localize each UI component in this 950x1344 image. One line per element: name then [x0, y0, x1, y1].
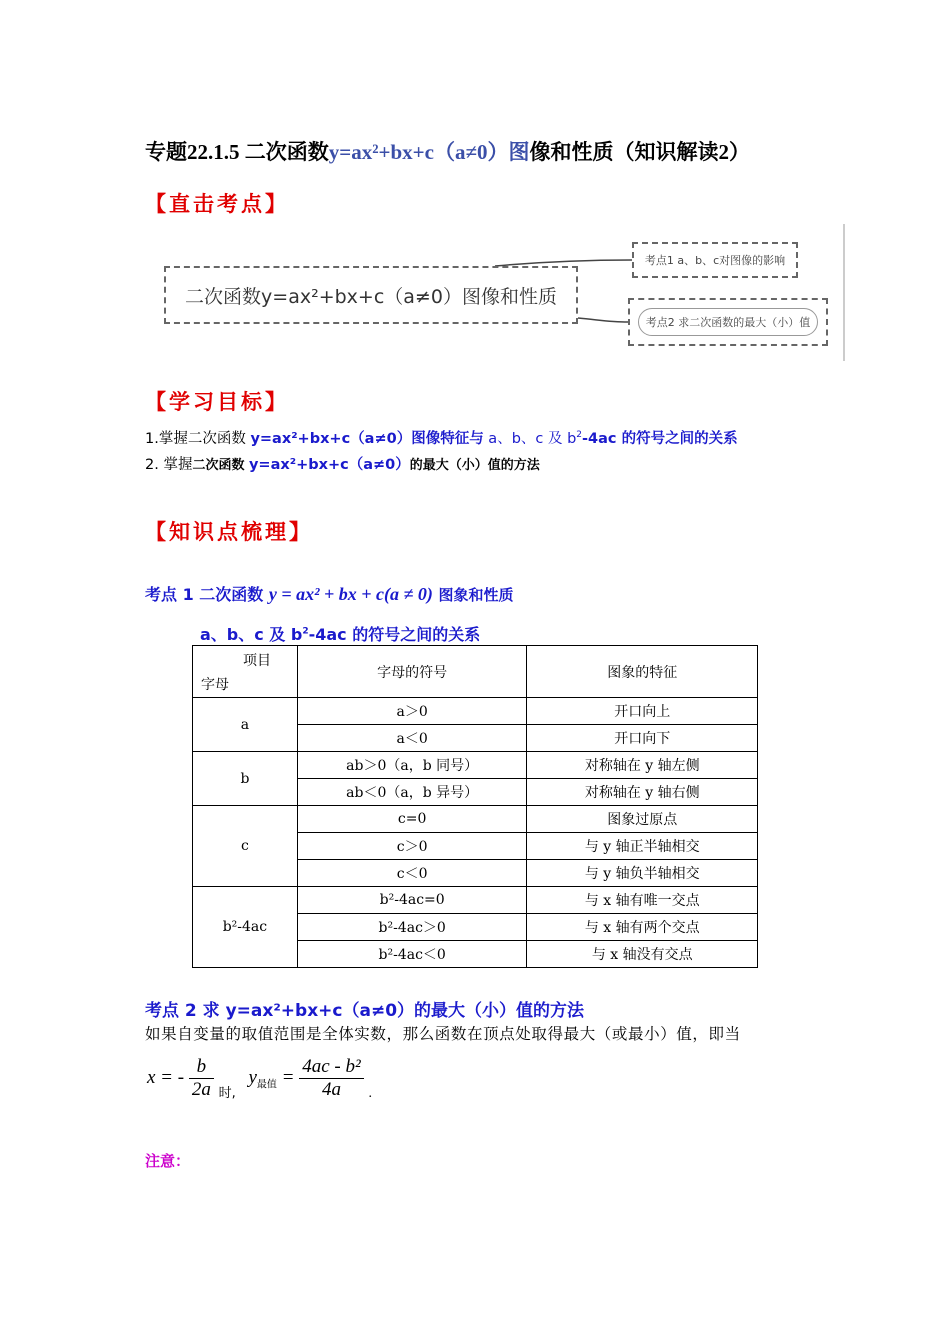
title-suffix: 像和性质（知识解读2） [529, 140, 750, 164]
goal-2 [145, 453, 540, 474]
title-formula: y=ax²+bx+c（a≠0） [328, 140, 509, 164]
table-row [193, 752, 758, 779]
title-prefix: 专题22.1.5 二次函数 [145, 140, 329, 164]
table-feature-cell: 与 y 轴负半轴相交 [527, 860, 758, 887]
table-feature-cell: 开口向上 [527, 698, 758, 725]
mindmap [160, 222, 850, 362]
table-caption-sup: 2 [302, 626, 309, 637]
goal-2-tail: 的最大（小）值的方法 [409, 458, 540, 473]
table-feature-cell: 与 x 轴有唯一交点 [527, 887, 758, 914]
table-sign-cell: ab＞0（a，b 同号） [297, 752, 527, 779]
goal-1 [145, 427, 738, 448]
goal-1-sup: 2 [576, 430, 583, 441]
table-feature-cell: 对称轴在 y 轴左侧 [527, 752, 758, 779]
table-letter-cell: a [193, 698, 298, 752]
mindmap-edge-line [843, 224, 845, 361]
table-row [193, 887, 758, 914]
mindmap-node-2-label: 考点2 求二次函数的最大（小）值 [638, 308, 818, 336]
formula-x-lhs: x = - [147, 1066, 185, 1088]
fraction-2-den: 4a [321, 1079, 341, 1100]
table-feature-cell: 对称轴在 y 轴右侧 [527, 779, 758, 806]
fraction-1-num: b [189, 1056, 214, 1079]
table-sign-cell: a＜0 [297, 725, 527, 752]
goal-2-mid: 二次函数 [192, 458, 249, 473]
kaodian-2-paragraph: 如果自变量的取值范围是全体实数，那么函数在顶点处取得最大（或最小）值，即当 [145, 1025, 741, 1043]
fraction-1-den: 2a [191, 1079, 211, 1100]
goal-1-prefix: 1.掌握二次函数 [145, 431, 251, 447]
table-letter-cell: b [193, 752, 298, 806]
table-caption [200, 622, 480, 645]
table-letter-cell: c [193, 806, 298, 887]
kaodian-1-heading [145, 582, 513, 605]
table-feature-cell: 开口向下 [527, 725, 758, 752]
kaodian-1-tail: 图象和性质 [438, 586, 514, 604]
table-header-col3: 图象的特征 [527, 646, 758, 698]
extremum-formula [147, 1056, 372, 1116]
table-feature-cell: 图象过原点 [527, 806, 758, 833]
goal-2-prefix: 2. 掌握 [145, 457, 193, 473]
goal-1-formula: y=ax²+bx+c（a≠0）图像特征与 [250, 431, 484, 447]
kaodian-1-label: 考点 1 二次函数 [145, 585, 264, 604]
table-row [193, 806, 758, 833]
table-sign-cell: b²-4ac＞0 [297, 914, 527, 941]
properties-table [192, 645, 758, 968]
fraction-2-num: 4ac - b² [299, 1056, 363, 1079]
section-kaodian: 【直击考点】 [145, 191, 289, 216]
section-mubiao: 【学习目标】 [145, 389, 289, 414]
page-title [145, 136, 750, 166]
table-sign-cell: b²-4ac=0 [297, 887, 527, 914]
header-top: 项目 [243, 653, 271, 669]
mindmap-node-2 [628, 298, 828, 346]
title-suffix-blue: 图 [508, 140, 530, 164]
table-sign-cell: a＞0 [297, 698, 527, 725]
table-sign-cell: b²-4ac＜0 [297, 941, 527, 968]
formula-shi: 时, [218, 1085, 236, 1101]
goal-2-formula: y=ax²+bx+c（a≠0） [248, 457, 410, 473]
goal-1-mid: a、b、c 及 b [483, 431, 577, 447]
table-row [193, 698, 758, 725]
table-letter-cell: b²-4ac [193, 887, 298, 968]
table-feature-cell: 与 x 轴没有交点 [527, 941, 758, 968]
table-feature-cell: 与 x 轴有两个交点 [527, 914, 758, 941]
note-label: 注意： [145, 1152, 191, 1170]
kaodian-2-heading: 考点 2 求 y=ax²+bx+c（a≠0）的最大（小）值的方法 [145, 1001, 585, 1021]
fraction-extremum [299, 1056, 363, 1101]
mindmap-node-1: 考点1 a、b、c对图像的影响 [632, 242, 798, 278]
table-sign-cell: ab＜0（a，b 异号） [297, 779, 527, 806]
kaodian-1-formula: y = ax² + bx + c(a ≠ 0) [268, 584, 433, 604]
table-caption-tail: -4ac 的符号之间的关系 [308, 625, 481, 644]
table-sign-cell: c＞0 [297, 833, 527, 860]
formula-eq: = [276, 1066, 300, 1088]
table-feature-cell: 与 y 轴正半轴相交 [527, 833, 758, 860]
table-sign-cell: c=0 [297, 806, 527, 833]
fraction-b-over-2a [189, 1056, 214, 1101]
header-bottom: 字母 [201, 677, 229, 693]
table-header-corner [193, 646, 298, 698]
formula-y: y [248, 1066, 257, 1088]
table-sign-cell: c＜0 [297, 860, 527, 887]
table-header-col2: 字母的符号 [297, 646, 527, 698]
mindmap-main-node: 二次函数y=ax²+bx+c（a≠0）图像和性质 [164, 266, 578, 324]
goal-1-tail: -4ac 的符号之间的关系 [582, 431, 738, 447]
table-caption-text: a、b、c 及 b [200, 625, 303, 644]
formula-period: . [368, 1085, 372, 1101]
connector-2 [578, 318, 628, 322]
section-shuli: 【知识点梳理】 [145, 519, 313, 544]
formula-y-sub: 最值 [256, 1079, 277, 1091]
